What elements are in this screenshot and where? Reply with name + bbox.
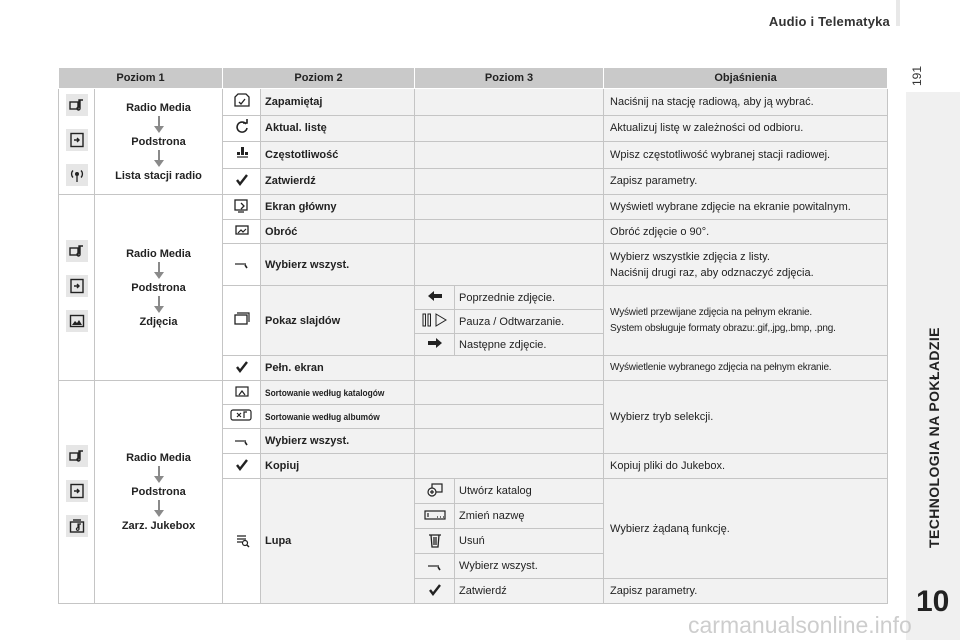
radio-media-icon [66,445,88,467]
path-radio-list: Lista stacji radio [115,169,202,182]
level1-icons [59,195,95,381]
explanation: Zapisz parametry. [604,579,888,604]
level1-icons [59,89,95,195]
home-screen-icon [223,195,261,220]
explanation: Wybierz tryb selekcji. [604,381,888,454]
slideshow-icon [223,286,261,356]
frequency-icon [223,142,261,169]
radio-media-icon [66,94,88,116]
level3-empty [415,244,604,286]
check-icon [223,356,261,381]
path-subpage: Podstrona [131,486,186,498]
level3-empty [415,168,604,195]
level2-item: Zapamiętaj [261,89,415,116]
down-arrow-icon [154,466,164,484]
level3-empty [415,381,604,405]
header-level2: Poziom 2 [223,68,415,89]
album-sort-icon [223,405,261,429]
check-icon [415,579,455,604]
chapter-title: TECHNOLOGIA NA POKŁADZIE [926,327,942,548]
select-all-icon [223,244,261,286]
radio-media-icon [66,240,88,262]
down-arrow-icon [154,500,164,518]
path-radio-media: Radio Media [126,101,191,114]
level2-item: Sortowanie według albumów [261,405,415,429]
level1-path-photos [95,195,223,381]
table-row [59,89,888,116]
path-jukebox: Zarz. Jukebox [121,520,196,532]
level3-empty [415,356,604,381]
level2-item: Zatwierdź [261,168,415,195]
explanation: Aktualizuj listę w zależności od odbioru. [604,115,888,142]
level2-item: Ekran główny [261,195,415,220]
level3-item: Usuń [455,529,604,554]
explanation: Wpisz częstotliwość wybranej stacji radiowej. [604,142,888,169]
subpage-icon [66,275,88,297]
trash-icon [415,529,455,554]
header-accent-bar [896,0,900,26]
down-arrow-icon [154,116,164,134]
radio-list-icon [66,164,88,186]
explanation: Wyświetlenie wybranego zdjęcia na pełnym ekranie. [604,356,888,381]
level3-item: Zatwierdź [455,579,604,604]
down-arrow-icon [154,150,164,168]
create-folder-icon [415,479,455,504]
level1-path-jukebox [95,381,223,604]
explanation: Zapisz parametry. [604,168,888,195]
photos-icon [66,310,88,332]
level1-icons [59,381,95,604]
select-all-icon [415,554,455,579]
explanation-line: Naciśnij drugi raz, aby odznaczyć zdjęcia. [610,266,814,279]
check-icon [223,454,261,479]
select-all-icon [223,429,261,454]
level3-empty [415,142,604,169]
level2-item: Obróć [261,220,415,244]
explanation [604,286,888,356]
table-row [59,195,888,220]
level2-item: Kopiuj [261,454,415,479]
down-arrow-icon [154,296,164,314]
subpage-icon [66,129,88,151]
check-icon [223,168,261,195]
rename-icon [415,504,455,529]
header-explanations: Objaśnienia [604,68,888,89]
level3-item: Utwórz katalog [455,479,604,504]
path-subpage: Podstrona [131,135,186,148]
magnifier-icon [223,479,261,604]
level2-item: Pokaz slajdów [261,286,415,356]
level3-item: Wybierz wszyst. [455,554,604,579]
level3-item: Pauza / Odtwarzanie. [455,310,604,334]
chapter-number: 10 [916,585,950,618]
subpage-icon [66,480,88,502]
level1-path-radio [95,89,223,195]
explanation: Wybierz żądaną funkcję. [604,479,888,579]
folder-sort-icon [223,381,261,405]
explanation-line: Wybierz wszystkie zdjęcia z listy. [610,250,770,263]
level3-empty [415,454,604,479]
watermark: carmanualsonline.info [688,612,912,638]
jukebox-manage-icon [66,515,88,537]
table-row [59,381,888,405]
level3-empty [415,220,604,244]
path-radio-media: Radio Media [126,452,191,464]
menu-table [58,67,888,604]
rotate-icon [223,220,261,244]
save-station-icon [223,89,261,116]
level2-item: Wybierz wszyst. [261,429,415,454]
level2-item: Pełn. ekran [261,356,415,381]
pause-play-icon [415,310,455,334]
level3-empty [415,115,604,142]
level3-empty [415,195,604,220]
level3-empty [415,405,604,429]
level3-empty [415,89,604,116]
explanation: Obróć zdjęcie o 90°. [604,220,888,244]
level3-empty [415,429,604,454]
forward-arrow-icon [415,334,455,356]
explanation-line: System obsługuje formaty obrazu:.gif,.jpg,.bmp, .png. [610,322,836,334]
explanation [604,244,888,286]
explanation: Wyświetl wybrane zdjęcie na ekranie powitalnym. [604,195,888,220]
page-section-title: Audio i Telematyka [768,14,890,29]
level3-item: Zmień nazwę [455,504,604,529]
explanation: Naciśnij na stację radiową, aby ją wybrać. [604,89,888,116]
refresh-icon [223,115,261,142]
explanation-line: Wyświetl przewijane zdjęcia na pełnym ekranie. [610,306,812,318]
level2-item: Lupa [261,479,415,604]
path-radio-media: Radio Media [126,247,191,260]
page-number: 191 [910,65,924,86]
level2-item: Sortowanie według katalogów [261,381,415,405]
level2-item: Aktual. listę [261,115,415,142]
back-arrow-icon [415,286,455,310]
table-header-row [59,68,888,89]
explanation: Kopiuj pliki do Jukebox. [604,454,888,479]
level3-item: Poprzednie zdjęcie. [455,286,604,310]
header-level3: Poziom 3 [415,68,604,89]
path-subpage: Podstrona [131,281,186,294]
level2-item: Wybierz wszyst. [261,244,415,286]
level2-item: Częstotliwość [261,142,415,169]
path-photos: Zdjęcia [139,315,178,328]
level3-item: Następne zdjęcie. [455,334,604,356]
down-arrow-icon [154,262,164,280]
header-level1: Poziom 1 [59,68,223,89]
